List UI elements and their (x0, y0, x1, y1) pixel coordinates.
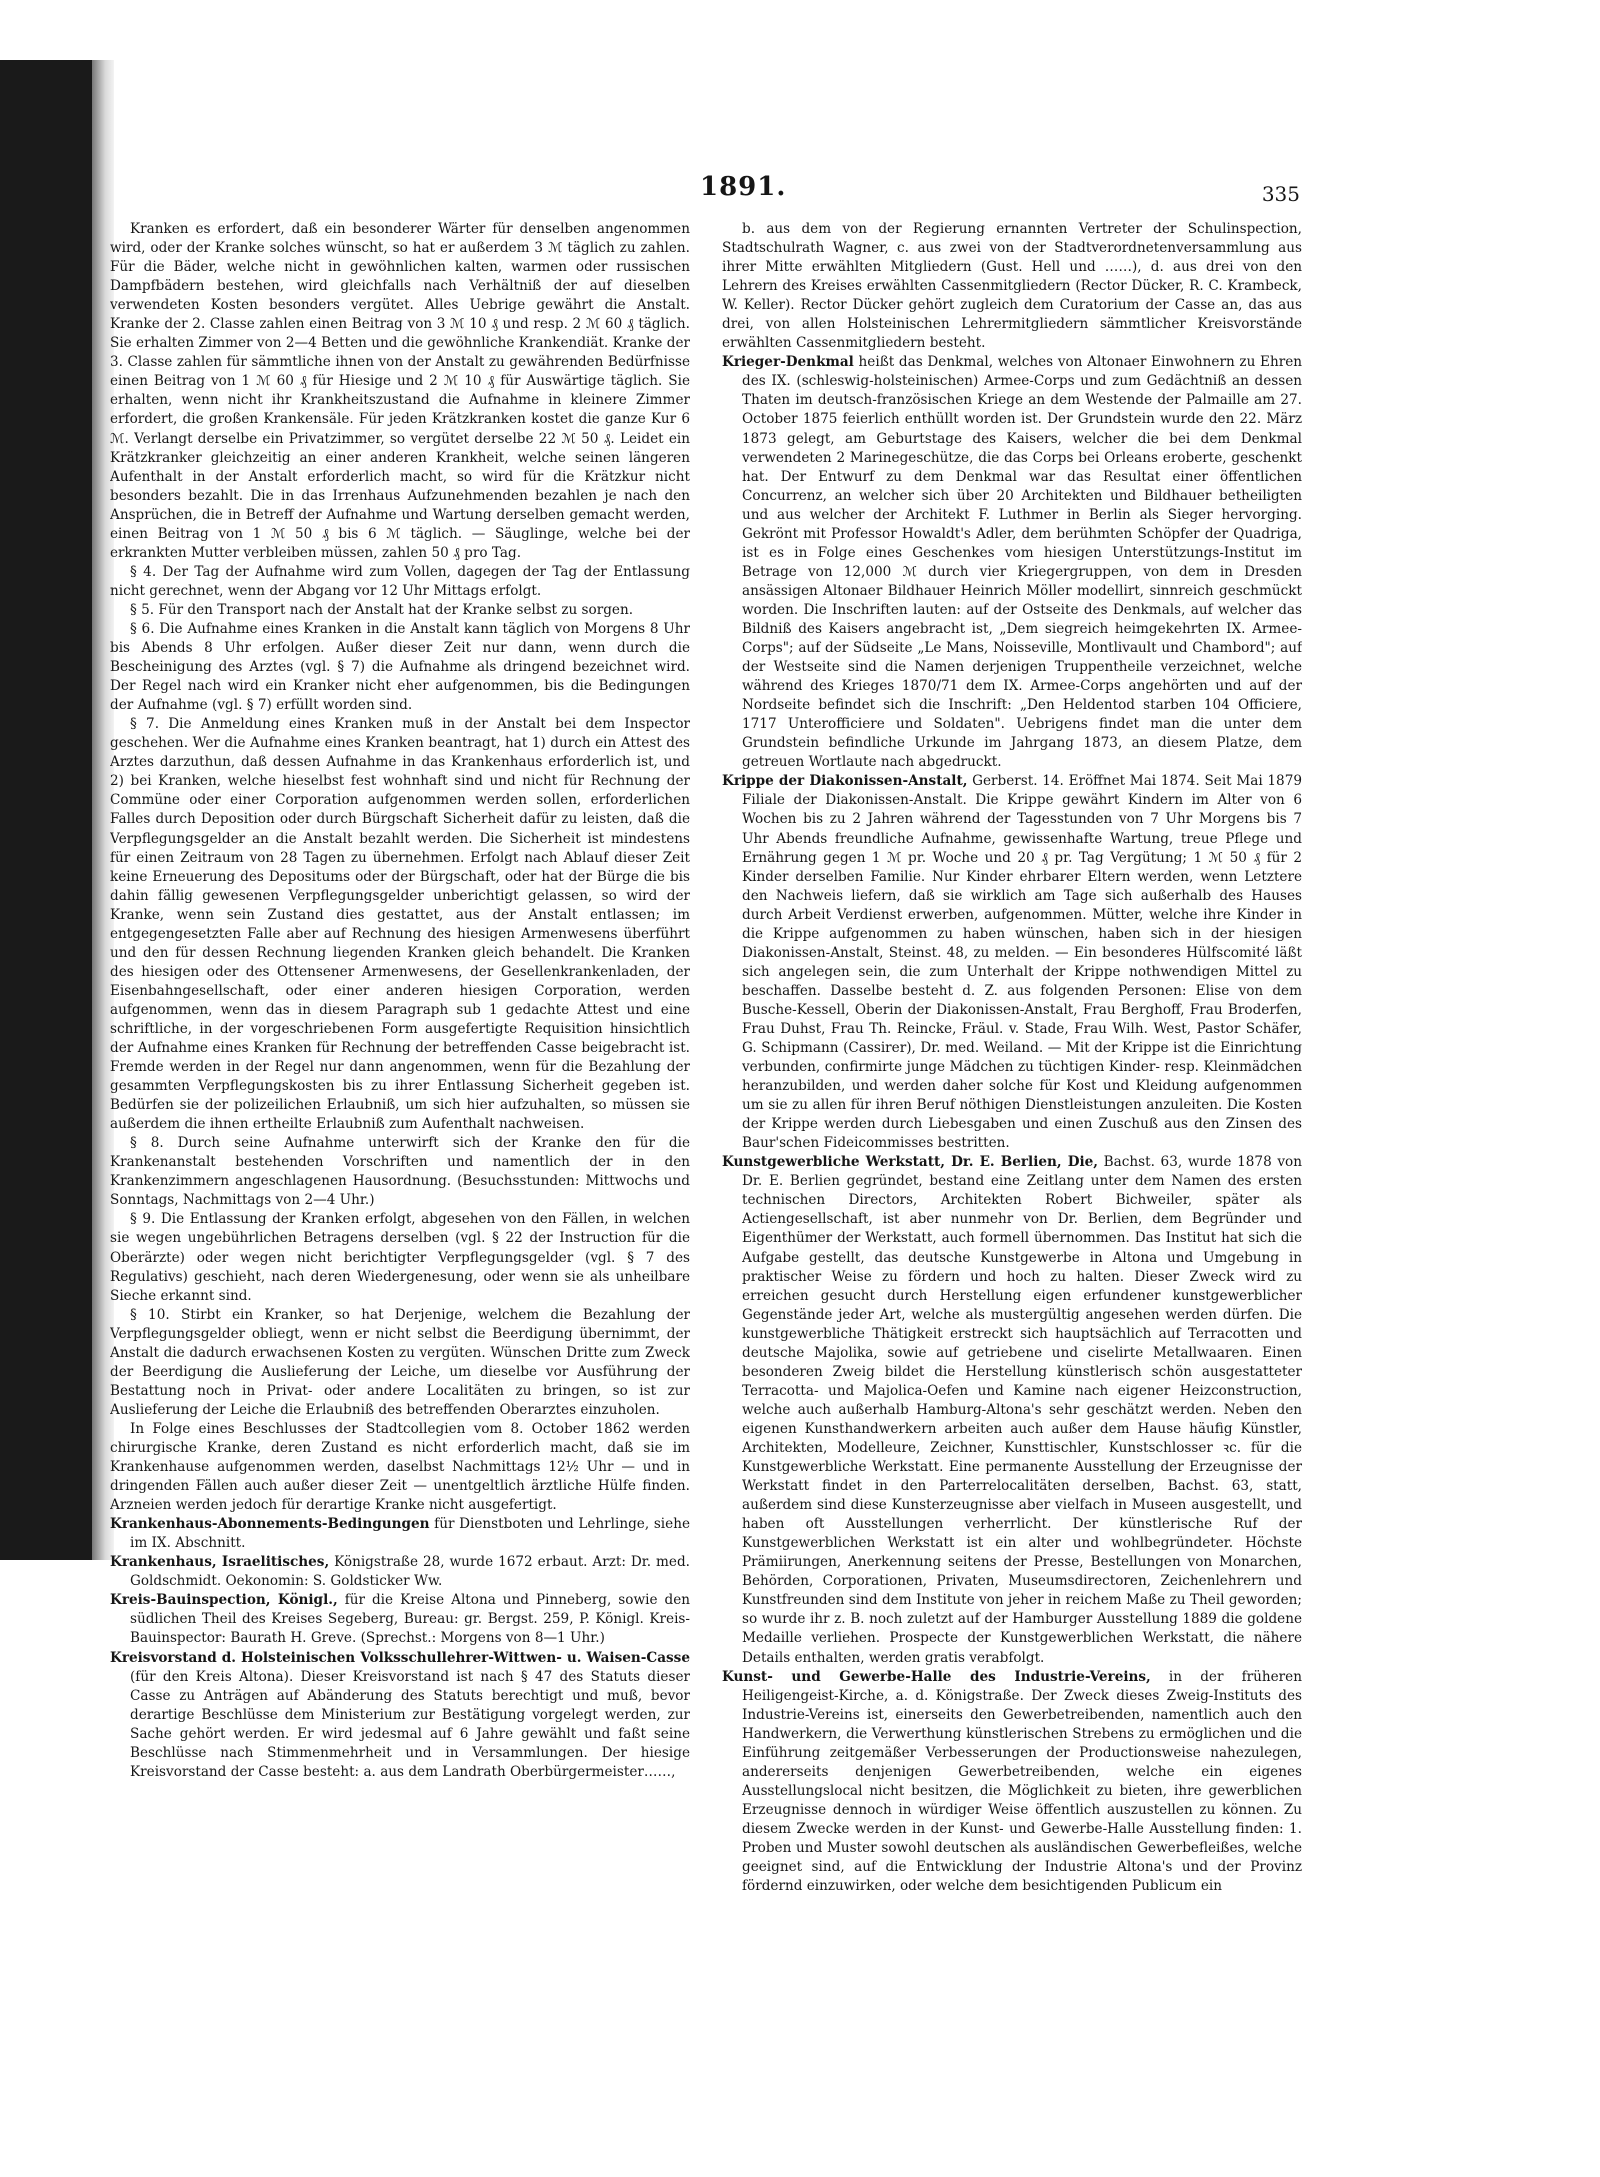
entry-heading: Krieger-Denkmal (722, 354, 854, 371)
entry-text: Königstraße 28, wurde 1672 erbaut. Arzt: Dr. med. Goldschmidt. Oekonomin: S. Goldsticker Ww. (130, 1554, 690, 1590)
paragraph: § 7. Die Anmeldung eines Kranken muß in der Anstalt bei dem Inspector geschehen. Wer die Aufnahme eines Kranken beantragt, hat 1) durch ein Attest des Arztes darzuthun, daß dessen Aufnahme in das Krankenhaus erforderlich ist, und 2) bei Kranken, welche hieselbst fest wohnhaft sind und nicht für Rechnung der Commüne oder einer Corporation aufgenommen werden sollen, erforderlichen Falles durch Deposition oder durch Bürgschaft Sicherheit dafür zu leisten, daß die Verpflegungsgelder an die Anstalt bezahlt werden. Die Sicherheit ist mindestens für einen Zeitraum von 28 Tagen zu übernehmen. Erfolgt nach Ablauf dieser Zeit keine Erneuerung des Depositums oder der Bürgschaft, oder hat der Bürge die bis dahin fällig gewesenen Verpflegungsgelder unberichtigt gelassen, so wird der Kranke, wenn sein Zustand dies gestattet, aus der Anstalt entlassen; im entgegengesetzten Falle aber auf Rechnung des hiesigen Armenwesens überführt und den für dessen Rechnung liegenden Kranken gleich behandelt. Die Kranken des hiesigen oder des Ottensener Armenwesens, der Gesellenkrankenladen, der Eisenbahngesellschaft, oder einer anderen hiesigen Corporation, werden aufgenommen, wenn das in diesem Paragraph sub 1 gedachte Attest und eine schriftliche, in der vorgeschriebenen Form ausgefertigte Requisition hinsichtlich der Aufnahme eines Kranken für Rechnung der betreffenden Casse beigebracht ist. Fremde werden in der Regel nur dann angenommen, wenn für die Bezahlung der gesammten Verpflegungskosten bis zu ihrer Entlassung Sicherheit gegeben ist. Bedürfen sie der polizeilichen Erlaubniß, um sich hier aufzuhalten, so müssen sie außerdem die ihnen ertheilte Erlaubniß zum Aufenthalt nachweisen. (110, 716, 690, 1133)
paragraph: § 6. Die Aufnahme eines Kranken in die Anstalt kann täglich von Morgens 8 Uhr bis Abends 8 Uhr erfolgen. Außer dieser Zeit nur dann, wenn durch die Bescheinigung des Arztes (vgl. § 7) die Aufnahme als dringend bezeichnet wird. Der Regel nach wird ein Kranker nicht eher aufgenommen, bis die Bedingungen der Aufnahme (vgl. § 7) erfüllt worden sind. (110, 620, 690, 714)
directory-entry (722, 1668, 1302, 1897)
directory-entry (722, 1153, 1302, 1667)
page-number: 335 (1261, 182, 1300, 206)
entry-heading: Krippe der Diakonissen-Anstalt, (722, 773, 968, 790)
right-column (722, 220, 1302, 2100)
entry-heading: Kunst- und Gewerbe-Halle des Industrie-Vereins, (722, 1668, 1151, 1685)
entry-text: Bachst. 63, wurde 1878 von Dr. E. Berlien gegründet, bestand eine Zeitlang unter dem Namen des ersten technischen Directors, Architekten Robert Bichweiler, später als Actiengesellschaft, ist aber nunmehr von Dr. Berlien, dem Begründer und Eigenthümer der Werkstatt, auch formell übernommen. Das Institut hat sich die Aufgabe gestellt, das deutsche Kunstgewerbe in Altona und Umgebung in praktischer Weise zu fördern und hoch zu halten. Dieser Zweck wird zu erreichen gesucht durch Herstellung eigen erfundener kunstgewerblicher Gegenstände jeder Art, welche als mustergültig angesehen werden dürfen. Die kunstgewerbliche Thätigkeit erstreckt sich hauptsächlich auf Terracotten und deutsche Majolika, sowie auf getriebene und ciselirte Metallwaaren. Einen besonderen Zweig bildet die Herstellung künstlerisch schön ausgestatteter Terracotta- und Majolica-Oefen und Kamine nach eigener Heizconstruction, welche auch außerhalb Hamburg-Altona's sehr geschätzt werden. Neben den eigenen Kunsthandwerkern arbeiten auch außer dem Hause häufig Künstler, Architekten, Modelleure, Zeichner, Kunsttischler, Kunstschlosser ꝛc. für die Kunstgewerbliche Werkstatt. Eine permanente Ausstellung der Erzeugnisse der Werkstatt findet in den Parterrelocalitäten derselben, Bachst. 63, statt, außerdem sind diese Kunsterzeugnisse aber vielfach in Museen ausgestellt, und haben oft Ausstellungen verherrlicht. Der künstlerische Ruf der Kunstgewerblichen Werkstatt ist ein alter und wohlbegründeter. Höchste Prämiirungen, Anerkennung seitens der Presse, Bestellungen von Monarchen, Behörden, Corporationen, Privaten, Museumsdirectoren, Zeichenlehrern und Kunstfreunden sind dem Institute von jeher in reichem Maße zu Theil geworden; so wurde ihr z. B. noch zuletzt auf der Hamburger Ausstellung 1889 die goldene Medaille verliehen. Prospecte der Kunstgewerblichen Werkstatt, die nähere Details enthalten, werden gratis verabfolgt. (742, 1154, 1302, 1666)
directory-entry (110, 1591, 690, 1648)
entry-heading: Kreis-Bauinspection, Königl., (110, 1592, 338, 1609)
paragraph: § 9. Die Entlassung der Kranken erfolgt, abgesehen von den Fällen, in welchen sie wegen ungebührlichen Betragens derselben (vgl. § 22 der Instruction für die Oberärzte) oder wegen nicht berichtigter Verpflegungsgelder (vgl. § 7 des Regulativs) geschieht, nach deren Wiedergenesung, oder wenn sie als unheilbare Sieche erkannt sind. (110, 1211, 690, 1304)
directory-entry (110, 1649, 690, 1782)
directory-entry (722, 772, 1302, 1153)
directory-entry (110, 1515, 690, 1553)
paragraph: § 4. Der Tag der Aufnahme wird zum Vollen, dagegen der Tag der Entlassung nicht gerechnet, wenn der Abgang vor 12 Uhr Mittags erfolgt. (110, 563, 690, 599)
entry-heading: Kreisvorstand d. Holsteinischen Volksschullehrer-Wittwen- u. Waisen-Casse (110, 1649, 690, 1666)
entry-text: für Dienstboten und Lehrlinge, siehe im IX. Abschnitt. (130, 1516, 690, 1552)
entry-heading: Krankenhaus, Israelitisches, (110, 1554, 330, 1571)
entry-heading: Kunstgewerbliche Werkstatt, Dr. E. Berlien, Die, (722, 1154, 1099, 1171)
directory-entry (110, 1553, 690, 1591)
book-binding-edge (0, 60, 92, 1560)
paragraph: § 5. Für den Transport nach der Anstalt hat der Kranke selbst zu sorgen. (130, 601, 634, 618)
left-column (110, 220, 690, 2100)
paragraph: b. aus dem von der Regierung ernannten Vertreter der Schulinspection, Stadtschulrath Wagner, c. aus zwei von der Stadtverordnetenversammlung aus ihrer Mitte erwählten Mitgliedern (Gust. Hell und ……), d. aus drei von den Lehrern des Kreises erwählten Cassenmitgliedern (Rector Dücker, R. C. Krambeck, W. Keller). Rector Dücker gehört zugleich dem Curatorium der Casse an, das aus drei, von allen Holsteinischen Lehrermitgliedern sämmtlicher Kreisvorstände erwählten Cassenmitgliedern besteht. (722, 221, 1302, 352)
paragraph: § 8. Durch seine Aufnahme unterwirft sich der Kranke den für die Krankenanstalt bestehenden Vorschriften und namentlich der in den Krankenzimmern angeschlagenen Hausordnung. (Besuchsstunden: Mittwochs und Sonntags, Nachmittags von 2—4 Uhr.) (110, 1135, 690, 1209)
entry-heading: Krankenhaus-Abonnements-Bedingungen (110, 1516, 430, 1533)
directory-entry (722, 353, 1302, 772)
paragraph: In Folge eines Beschlusses der Stadtcollegien vom 8. October 1862 werden chirurgische Kranke, deren Zustand es nicht erforderlich macht, daß sie im Krankenhause aufgenommen werden, daselbst Nachmittags 12½ Uhr — und in dringenden Fällen auch außer dieser Zeit — unentgeltlich ärztliche Hülfe finden. Arzneien werden jedoch für derartige Kranke nicht ausgefertigt. (110, 1420, 690, 1514)
entry-text: (für den Kreis Altona). Dieser Kreisvorstand ist nach § 47 des Statuts dieser Casse zu Anträgen auf Abänderung des Statuts berechtigt und muß, bevor derartige Beschlüsse dem Ministerium zur Bestätigung vorgelegt werden, zur Sache gehört werden. Er wird jedesmal auf 6 Jahre gewählt und faßt seine Beschlüsse nach Stimmenmehrheit und in Versammlungen. Der hiesige Kreisvorstand der Casse besteht: a. aus dem Landrath Oberbürgermeister……, (130, 1668, 690, 1780)
page-year-header: 1891. (700, 172, 787, 202)
entry-text: in der früheren Heiligengeist-Kirche, a. d. Königstraße. Der Zweck dieses Zweig-Instituts des Industrie-Vereins ist, einerseits den Gewerbetreibenden, namentlich auch den Handwerkern, die Verwerthung künstlerischen Strebens zu ermöglichen und die Einführung zeitgemäßer Verbesserungen der Productionsweise nahezulegen, andererseits denjenigen Gewerbetreibenden, welche ein eigenes Ausstellungslocal nicht besitzen, die Möglichkeit zu bieten, ihre gewerblichen Erzeugnisse dennoch in würdiger Weise öffentlich auszustellen zu können. Zu diesem Zwecke werden in der Kunst- und Gewerbe-Halle Ausstellung finden: 1. Proben und Muster sowohl deutschen als ausländischen Gewerbefleißes, welche geeignet sind, auf die Entwicklung der Industrie Altona's und der Provinz fördernd einzuwirken, oder welche dem besichtigenden Publicum ein (742, 1668, 1302, 1895)
document-page (110, 170, 1300, 2120)
paragraph: Kranken es erfordert, daß ein besonderer Wärter für denselben angenommen wird, oder der Kranke solches wünscht, so hat er außerdem 3 ℳ täglich zu zahlen. Für die Bäder, welche nicht in gewöhnlichen kalten, warmen oder russischen Dampfbädern bestehen, wird gleichfalls nach Verhältniß der auf dieselben verwendeten Kosten besonders vergütet. Alles Uebrige gewährt die Anstalt. Kranke der 2. Classe zahlen einen Beitrag von 3 ℳ 10 ₰ und resp. 2 ℳ 60 ₰ täglich. Sie erhalten Zimmer von 2—4 Betten und die gewöhnliche Krankendiät. Kranke der 3. Classe zahlen für sämmtliche ihnen von der Anstalt zu gewährenden Bedürfnisse einen Beitrag von 1 ℳ 60 ₰ für Hiesige und 2 ℳ 10 ₰ für Auswärtige täglich. Sie erhalten, wenn nicht ihr Krankheitszustand die Aufnahme in kleinere Zimmer erfordert, die großen Krankensäle. Für jeden Krätzkranken kostet die ganze Kur 6 ℳ. Verlangt derselbe ein Privatzimmer, so vergütet derselbe 22 ℳ 50 ₰. Leidet ein Krätzkranker gleichzeitig an einer anderen Krankheit, welche seinen längeren Aufenthalt in der Anstalt erforderlich macht, so wird für die Krätzkur nicht besonders bezahlt. Die in das Irrenhaus Aufzunehmenden bezahlen je nach den Ansprüchen, die in Betreff der Aufnahme und Wartung derselben gemacht werden, einen Beitrag von 1 ℳ 50 ₰ bis 6 ℳ täglich. — Säuglinge, welche bei der erkrankten Mutter verbleiben müssen, zahlen 50 ₰ pro Tag. (110, 221, 690, 561)
paragraph: § 10. Stirbt ein Kranker, so hat Derjenige, welchem die Bezahlung der Verpflegungsgelder obliegt, wenn er nicht selbst die Beerdigung übernimmt, der Anstalt die dadurch erwachsenen Kosten zu vergüten. Wünschen Dritte zum Zweck der Beerdigung die Auslieferung der Leiche, um dieselbe vor Ausführung der Bestattung noch in Privat- oder andere Localitäten zu bringen, so ist zur Auslieferung der Leiche die Erlaubniß des betreffenden Oberarztes einzuholen. (110, 1306, 690, 1418)
entry-text: für die Kreise Altona und Pinneberg, sowie den südlichen Theil des Kreises Segeberg, Bureau: gr. Bergst. 259, P. Königl. Kreis-Bauinspector: Baurath H. Greve. (Sprechst.: Morgens von 8—1 Uhr.) (130, 1592, 690, 1647)
entry-text: heißt das Denkmal, welches von Altonaer Einwohnern zu Ehren des IX. (schleswig-holsteinischen) Armee-Corps und zum Gedächtniß an dessen Thaten im deutsch-französischen Kriege an dem Westende der Palmaille am 27. October 1875 feierlich enthüllt worden ist. Der Grundstein wurde den 22. März 1873 gelegt, am Geburtstage des Kaisers, welcher die bei dem Denkmal verwendeten 2 Marinegeschütze, die das Corps bei Orleans eroberte, geschenkt hat. Der Entwurf zu dem Denkmal war das Resultat einer öffentlichen Concurrenz, an welcher sich über 20 Architekten und Bildhauer betheiligten und aus welcher der Architekt F. Luthmer in Berlin als Sieger hervorging. Gekrönt mit Professor Howaldt's Adler, dem berühmten Schöpfer der Quadriga, ist es in Folge eines Geschenkes vom hiesigen Unterstützungs-Institut im Betrage von 12,000 ℳ durch vier Kriegergruppen, von dem in Dresden ansässigen Altonaer Bildhauer Heinrich Möller modellirt, sinnreich geschmückt worden. Die Inschriften lauten: auf der Ostseite des Denkmals, auf welcher das Bildniß des Kaisers angebracht ist, „Dem siegreich heimgekehrten IX. Armee-Corps"; auf der Südseite „Le Mans, Noisseville, Montlivault und Chambord"; auf der Westseite sind die Namen derjenigen Truppentheile verzeichnet, welche während des Krieges 1870/71 dem IX. Armee-Corps angehörten und auf der Nordseite befindet sich die Inschrift: „Den Heldentod starben 104 Officiere, 1717 Unterofficiere und Soldaten". Uebrigens findet man die unter dem Grundstein befindliche Urkunde im Jahrgang 1873, an diesem Platze, dem getreuen Wortlaute nach abgedruckt. (742, 354, 1302, 771)
entry-text: Gerberst. 14. Eröffnet Mai 1874. Seit Mai 1879 Filiale der Diakonissen-Anstalt. Die Krippe gewährt Kindern im Alter von 6 Wochen bis zu 2 Jahren während der Tagesstunden von 7 Uhr Morgens bis 7 Uhr Abends freundliche Aufnahme, gewissenhafte Wartung, treue Pflege und Ernährung gegen 1 ℳ pr. Woche und 20 ₰ pr. Tag Vergütung; 1 ℳ 50 ₰ für 2 Kinder derselben Familie. Nur Kinder ehrbarer Eltern werden, wenn Letztere den Nachweis liefern, daß sie wirklich am Tage sich außerhalb des Hauses durch Arbeit Verdienst erwerben, aufgenommen. Mütter, welche ihre Kinder in die Krippe aufgenommen zu haben wünschen, haben sich in der hiesigen Diakonissen-Anstalt, Steinst. 48, zu melden. — Ein besonderes Hülfscomité läßt sich angelegen sein, die zum Unterhalt der Krippe nothwendigen Mittel zu beschaffen. Dasselbe besteht d. Z. aus folgenden Personen: Elise von dem Busche-Kessell, Oberin der Diakonissen-Anstalt, Frau Berghoff, Frau Broderfen, Frau Duhst, Frau Th. Reincke, Fräul. v. Stade, Frau Wilh. West, Pastor Schäfer, G. Schipmann (Cassirer), Dr. med. Weiland. — Mit der Krippe ist die Einrichtung verbunden, confirmirte junge Mädchen zu tüchtigen Kinder- resp. Kleinmädchen heranzubilden, und werden daher solche für Kost und Kleidung aufgenommen um sie zu allen für ihren Beruf nöthigen Dienstleistungen anzuleiten. Die Kosten der Krippe werden durch Liebesgaben und einen Zuschuß aus den Zinsen des Baur'schen Fideicommisses bestritten. (742, 773, 1302, 1152)
